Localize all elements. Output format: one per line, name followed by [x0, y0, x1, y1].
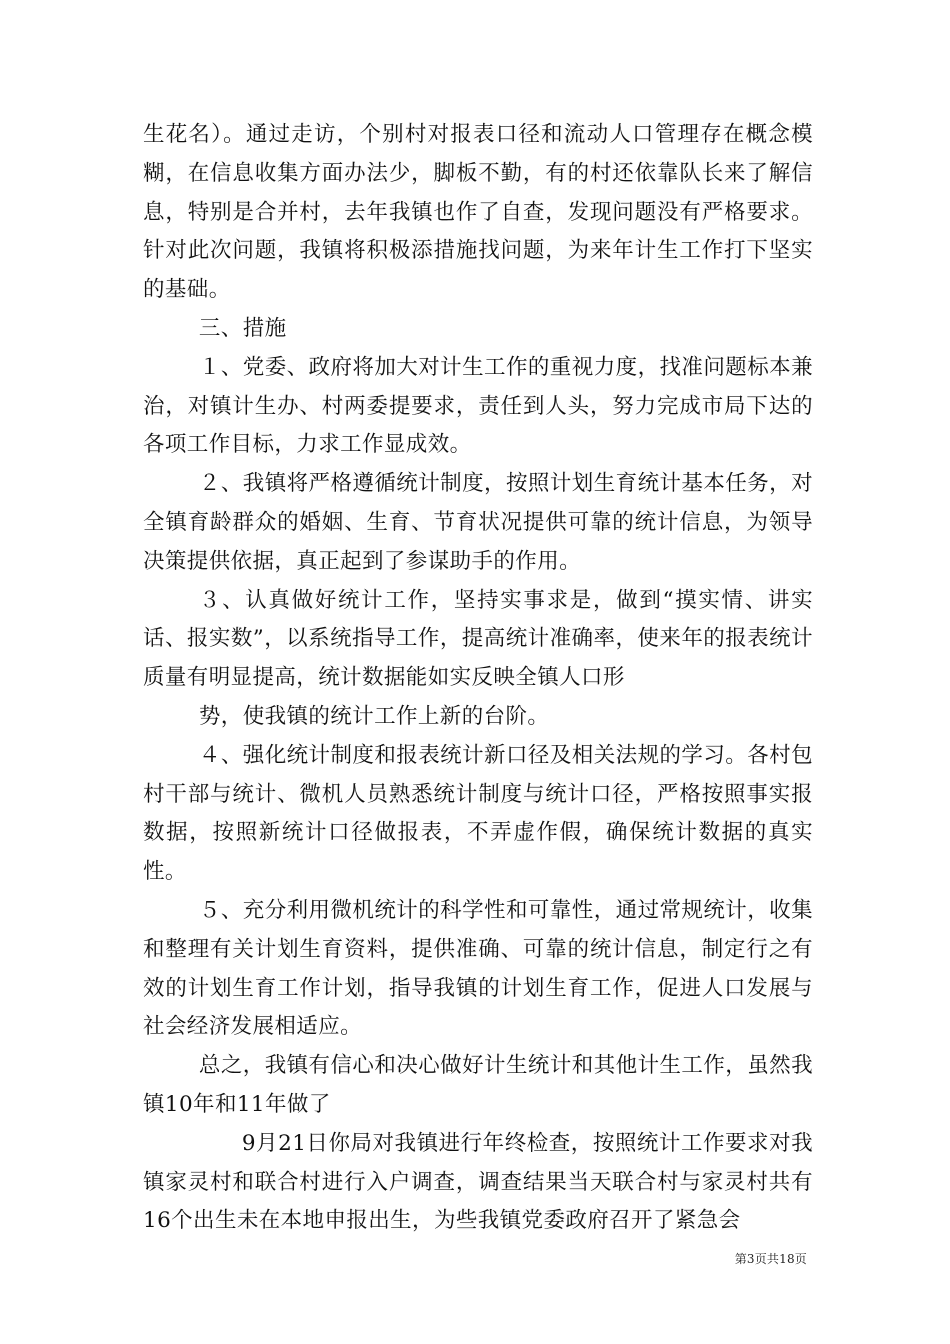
measure-item-1: １、党委、政府将加大对计生工作的重视力度，找准问题标本兼治，对镇计生办、村两委提要求，责任到人头，努力完成市局下达的各项工作目标，力求工作显成效。 — [143, 354, 813, 458]
paragraph-inspection: 9月21日你局对我镇进行年终检查，按照统计工作要求对我镇家灵村和联合村进行入户调查，调查结果当天联合村与家灵村共有16个出生未在本地申报出生，为些我镇党委政府召开了紧急会 — [143, 1130, 813, 1234]
page-number: 第3页共18页 — [734, 1252, 807, 1266]
paragraph-continuation: 生花名）。通过走访，个别村对报表口径和流动人口管理存在概念模糊，在信息收集方面办法少，脚板不勤，有的村还依靠队长来了解信息，特别是合并村，去年我镇也作了自查，发现问题没有严格要求。针对此次问题，我镇将积极添措施找问题，为来年计生工作打下坚实的基础。 — [143, 122, 813, 303]
measure-item-2: ２、我镇将严格遵循统计制度，按照计划生育统计基本任务，对全镇育龄群众的婚姻、生育、节育状况提供可靠的统计信息，为领导决策提供依据，真正起到了参谋助手的作用。 — [143, 471, 813, 574]
measure-item-4: ４、强化统计制度和报表统计新口径及相关法规的学习。各村包村干部与统计、微机人员熟悉统计制度与统计口径，严格按照事实报数据，按照新统计口径做报表，不弄虚作假，确保统计数据的真实性。 — [143, 742, 813, 885]
measure-item-3-continuation: 势，使我镇的统计工作上新的台阶。 — [198, 703, 550, 729]
section-heading-measures: 三、措施 — [198, 315, 287, 341]
document-body — [143, 116, 813, 1241]
paragraph-summary: 总之，我镇有信心和决心做好计生统计和其他计生工作，虽然我镇10年和11年做了 — [143, 1053, 813, 1117]
measure-item-5: ５、充分利用微机统计的科学性和可靠性，通过常规统计，收集和整理有关计划生育资料，提供准确、可靠的统计信息，制定行之有效的计划生育工作计划，指导我镇的计划生育工作，促进人口发展与社会经济发展相适应。 — [143, 897, 813, 1040]
measure-item-3: ３、认真做好统计工作，坚持实事求是，做到“摸实情、讲实话、报实数”，以系统指导工作，提高统计准确率，使来年的报表统计质量有明显提高，统计数据能如实反映全镇人口形 — [143, 587, 813, 691]
